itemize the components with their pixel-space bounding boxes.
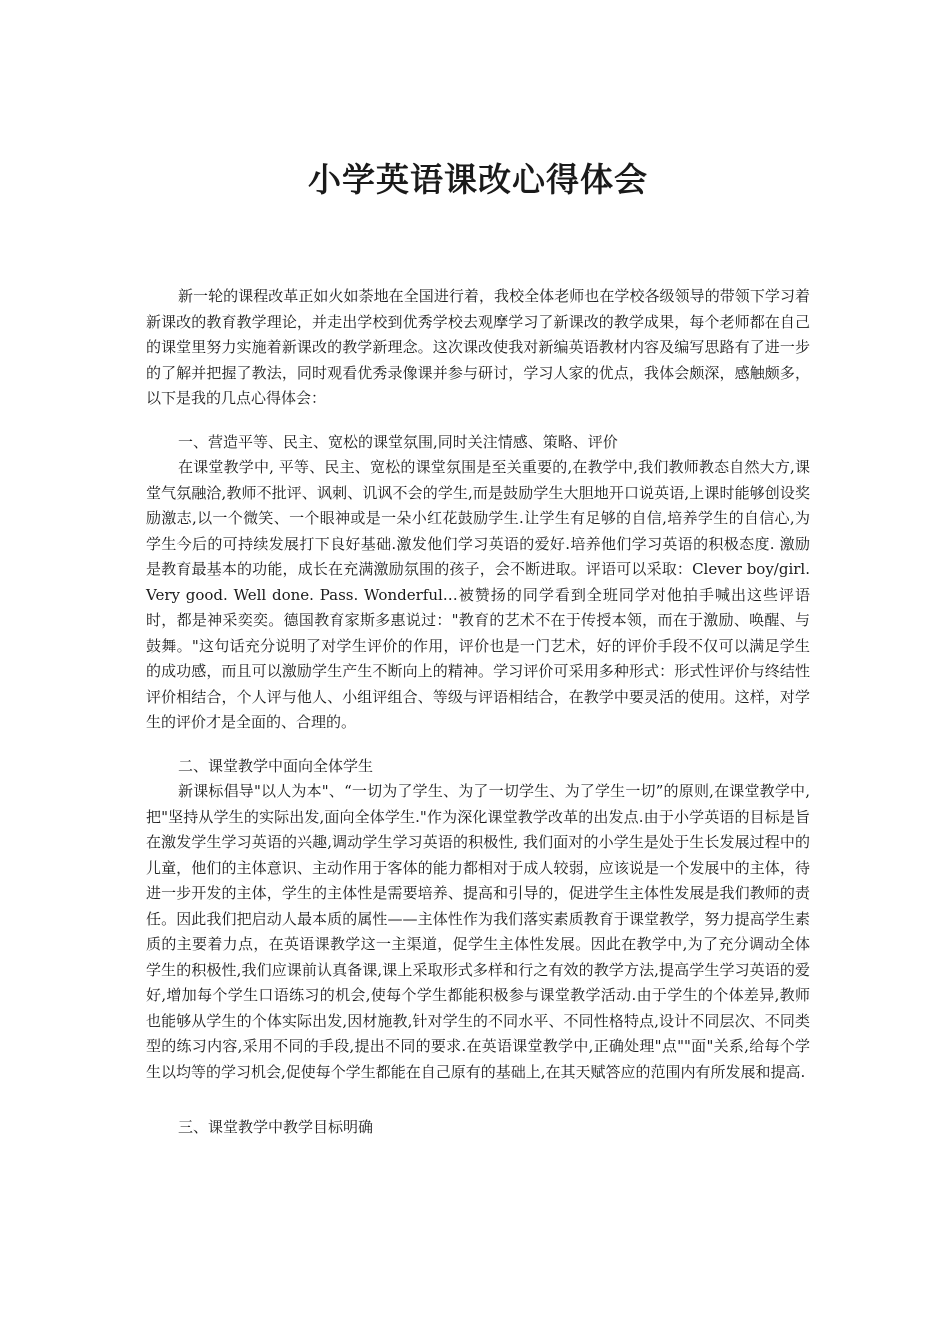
paragraph-spacer <box>146 1085 810 1115</box>
intro-paragraph: 新一轮的课程改革正如火如荼地在全国进行着，我校全体老师也在学校各级领导的带领下学习着新课改的教育教学理论，并走出学校到优秀学校去观摩学习了新课改的教学成果，每个老师都在自己的课堂里努力实施着新课改的教学新理念。这次课改使我对新编英语教材内容及编写思路有了进一步的了解并把握了教法，同时观看优秀录像课并参与研讨，学习人家的优点，我体会颇深，感触颇多，以下是我的几点心得体会： <box>146 287 810 407</box>
paragraph-spacer <box>146 736 810 754</box>
section-heading-3: 三、课堂教学中教学目标明确 <box>178 1118 374 1136</box>
section-heading-2: 二、课堂教学中面向全体学生 <box>178 756 374 775</box>
section-body-1: 在课堂教学中, 平等、民主、宽松的课堂氛围是至关重要的,在教学中,我们教师教态自然大方,课堂气氛融洽,教师不批评、讽刺、讥讽不会的学生,而是鼓励学生大胆地开口说英语,上课时能够创设奖励激志,以一个微笑、一个眼神或是一朵小红花鼓励学生.让学生有足够的自信,培养学生的自信心,为学生今后的可持续发展打下良好基础.激发他们学习英语的爱好.培养他们学习英语的积极态度. 激励是教育最基本的功能，成长在充满激励氛围的孩子，会不断进取。评语可以采取：Clever boy/girl. Very good. Well done. Pass. Wonderful…被赞扬的同学看到全班同学对他拍手喊出这些评语时，都是神采奕奕。德国教育家斯多惠说过："教育的艺术不在于传授本领，而在于激励、唤醒、与鼓舞。"这句话充分说明了对学生评价的作用，评价也是一门艺术，好的评价手段不仅可以满足学生的成功感，而且可以激励学生产生不断向上的精神。学习评价可采用多种形式：形式性评价与终结性评价相结合，个人评与他人、小组评组合、等级与评语相结合，在教学中要灵活的使用。这样，对学生的评价才是全面的、合理的。 <box>146 458 810 731</box>
document-title: 小学英语课改心得体会 <box>308 160 648 199</box>
section-body-2: 新课标倡导"以人为本"、“一切为了学生、为了一切学生、为了学生一切”的原则,在课堂教学中,把"坚持从学生的实际出发,面向全体学生."作为深化课堂教学改革的出发点.由于小学英语的目标是旨在激发学生学习英语的兴趣,调动学生学习英语的积极性, 我们面对的小学生是处于生长发展过程中的儿童，他们的主体意识、主动作用于客体的能力都相对于成人较弱，应该说是一个发展中的主体，待进一步开发的主体，学生的主体性是需要培养、提高和引导的，促进学生主体性发展是我们教师的责任。因此我们把启动人最本质的属性——主体性作为我们落实素质教育于课堂教学，努力提高学生素质的主要着力点，在英语课教学这一主渠道，促学生主体性发展。因此在教学中,为了充分调动全体学生的积极性,我们应课前认真备课,课上采取形式多样和行之有效的教学方法,提高学生学习英语的爱好,增加每个学生口语练习的机会,使每个学生都能积极参与课堂教学活动.由于学生的个体差异,教师也能够从学生的个体实际出发,因材施教,针对学生的不同水平、不同性格特点,设计不同层次、不同类型的练习内容,采用不同的手段,提出不同的要求.在英语课堂教学中,正确处理"点""面"关系,给每个学生以均等的学习机会,促使每个学生都能在自己原有的基础上,在其天赋答应的范围内有所发展和提高. <box>146 782 810 1081</box>
document-body <box>146 284 810 1141</box>
section-heading-1: 一、营造平等、民主、宽松的课堂氛围,同时关注情感、策略、评价 <box>178 432 618 451</box>
paragraph-spacer <box>146 412 810 430</box>
